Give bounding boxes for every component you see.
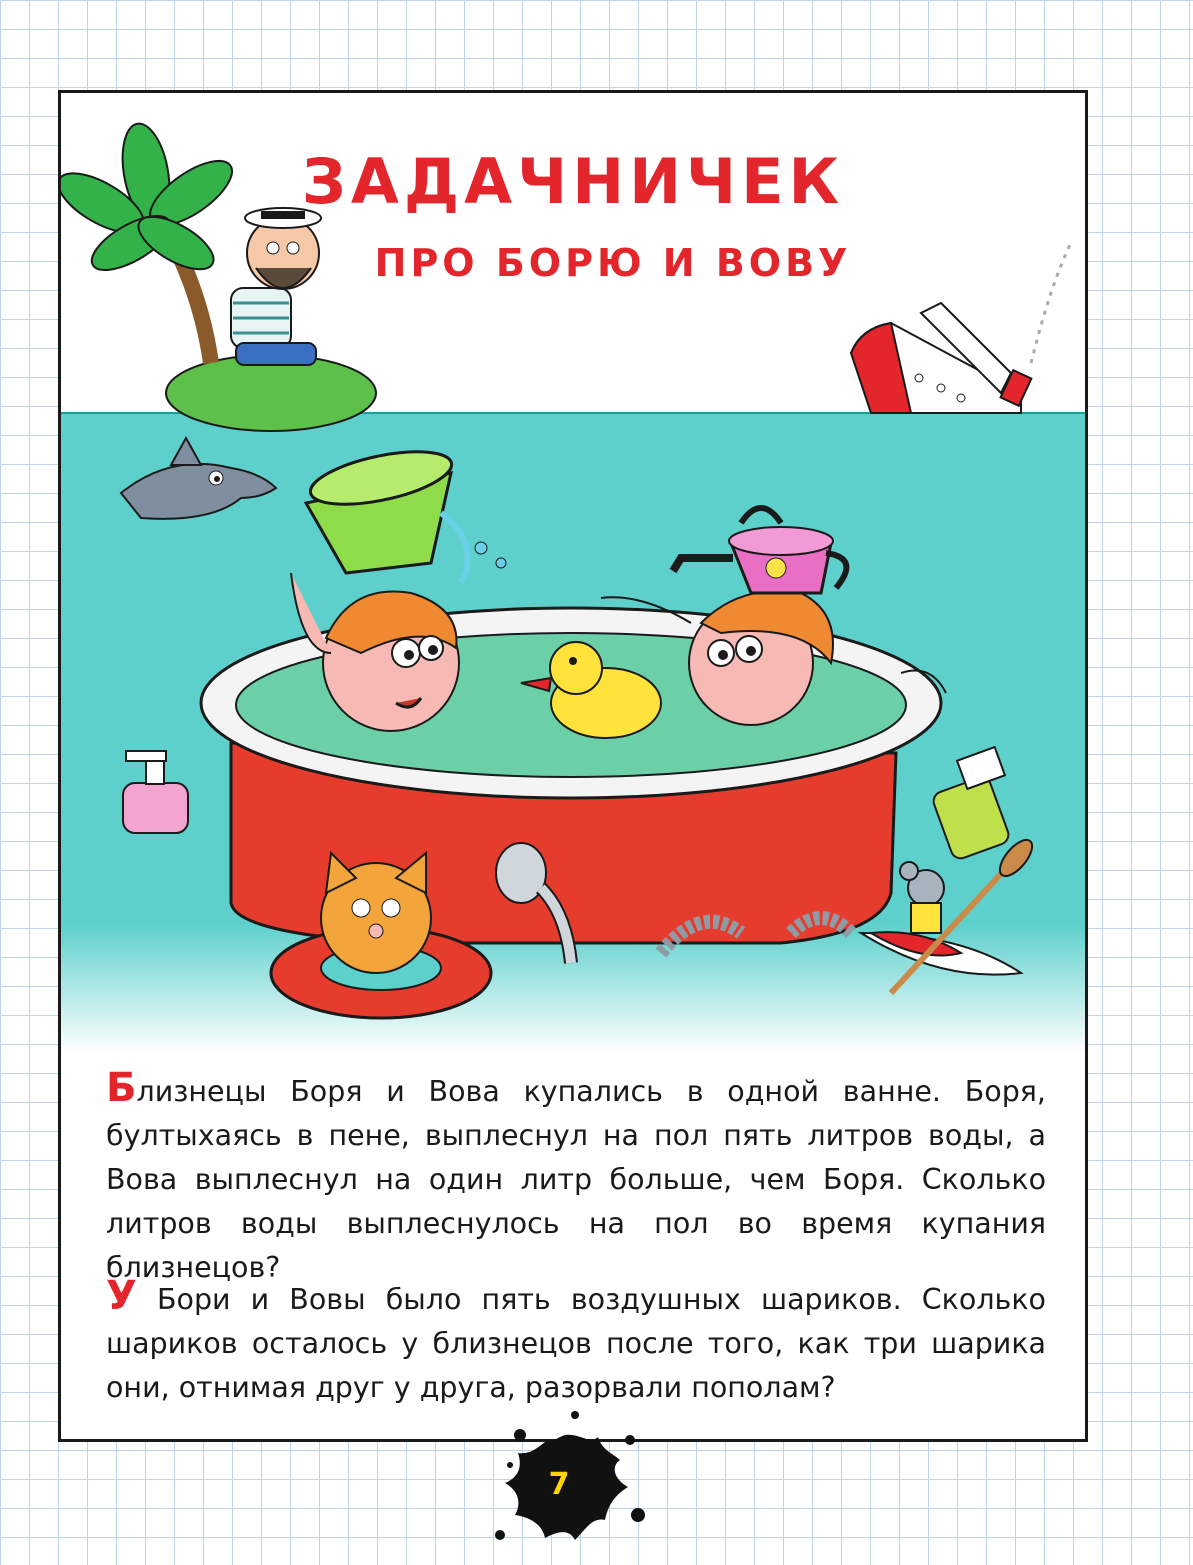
problem-1-text bbox=[106, 1065, 1046, 1290]
page-number-badge bbox=[480, 1405, 650, 1555]
sailor-icon bbox=[231, 208, 321, 365]
page-subtitle: ПРО БОРЮ И ВОВУ bbox=[374, 241, 852, 285]
illustration bbox=[61, 93, 1088, 1053]
page-title: ЗАДАЧНИЧЕК bbox=[301, 145, 845, 218]
page-frame bbox=[58, 90, 1088, 1442]
problem-1-dropcap: Б bbox=[106, 1065, 137, 1111]
page-number: 7 bbox=[548, 1466, 570, 1502]
problem-2-text bbox=[106, 1273, 1046, 1410]
problem-1 bbox=[106, 1065, 1046, 1290]
problem-2-body: Бори и Вовы было пять воздушных шариков. Сколько шариков осталось у близнецов после того, как три шарика они, отнимая друг у друга, разорвали пополам? bbox=[106, 1283, 1046, 1404]
problem-2-dropcap: У bbox=[106, 1273, 137, 1319]
problem-2 bbox=[106, 1273, 1046, 1410]
problem-1-body: лизнецы Боря и Вова купались в одной ванне. Боря, бултыхаясь в пене, выплеснул на пол пять литров воды, а Вова выплеснул на один литр больше, чем Боря. Сколько литров воды выплеснулось на пол во время купания близнецов? bbox=[106, 1075, 1046, 1284]
